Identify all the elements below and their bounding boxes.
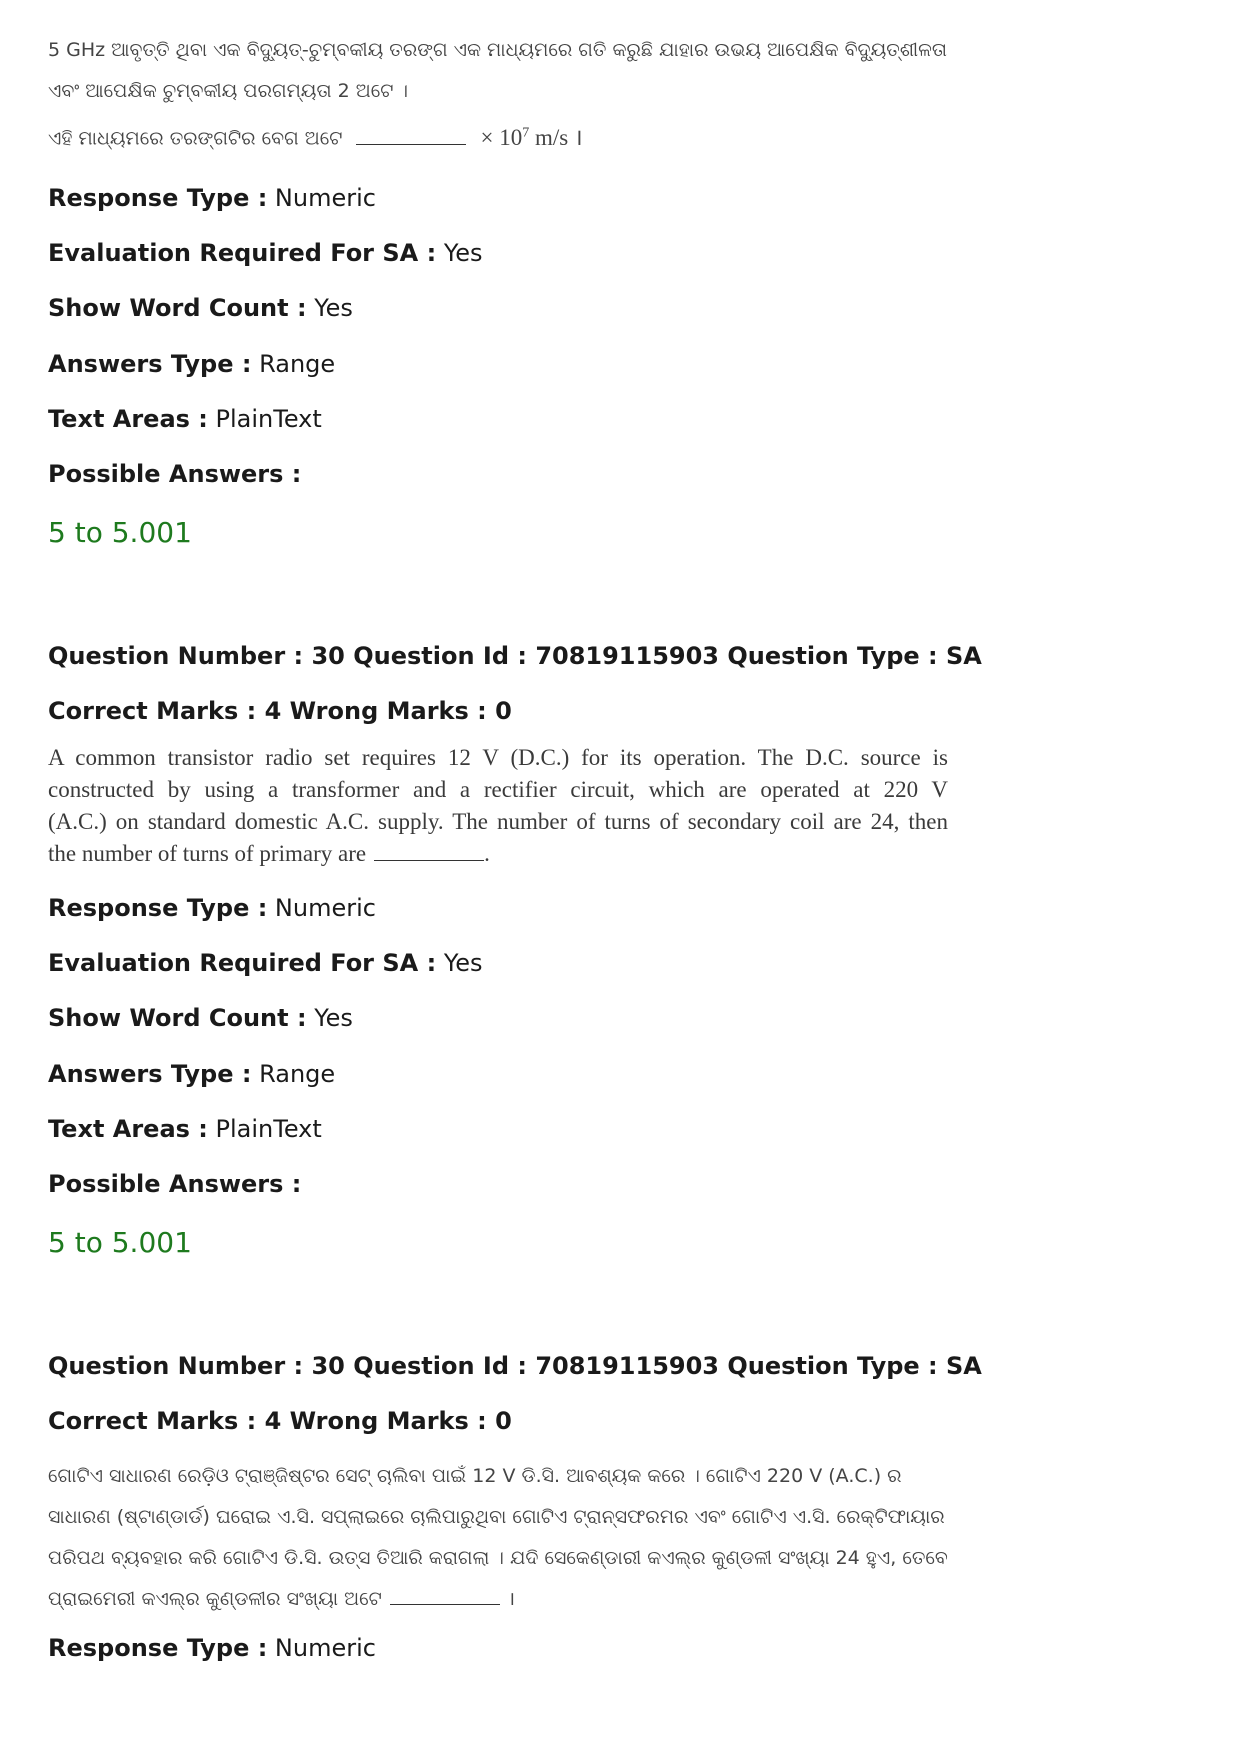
field-value: Yes: [306, 1004, 353, 1032]
answer-blank: [390, 1586, 500, 1605]
question-marks: Correct Marks : 4 Wrong Marks : 0: [48, 1407, 512, 1435]
field-value: Numeric: [267, 1634, 376, 1662]
question-header: Question Number : 30 Question Id : 70819115903 Question Type : SA: [48, 642, 982, 670]
question-text-odia: [48, 1456, 948, 1620]
response-type-field: [48, 893, 376, 923]
question-line: [48, 1579, 948, 1620]
question-line: [48, 112, 948, 160]
speed-unit: [481, 125, 583, 150]
question-line: A common transistor radio set requires 12 V (D.C.) for its operation. The D.C. source is: [48, 745, 948, 770]
field-label: Response Type :: [48, 184, 268, 212]
text-areas-field: [48, 404, 322, 434]
field-label: Evaluation Required For SA :: [48, 949, 437, 977]
question-line-text: ଏହି ମାଧ୍ୟମରେ ତରଙ୍ଗଟିର ବେଗ ଅଟେ: [48, 127, 343, 150]
field-value: Numeric: [267, 894, 376, 922]
question-line-text: the number of turns of primary are: [48, 841, 367, 866]
power-exponent: 7: [522, 125, 530, 140]
field-label: Answers Type :: [48, 350, 252, 378]
unit-text: m/s ।: [529, 124, 583, 150]
punctuation: ।: [507, 1588, 516, 1610]
answers-type-field: [48, 1059, 335, 1089]
punctuation: .: [484, 841, 490, 866]
answer-blank: [356, 126, 466, 145]
show-word-count-field: [48, 293, 353, 323]
question-line: [48, 838, 948, 870]
question-line: ଏବଂ ଆପେକ୍ଷିକ ଚୁମ୍ବକୀୟ ପରଗମ୍ୟତା 2 ଅଟେ ।: [48, 80, 409, 102]
answer-blank: [374, 842, 484, 861]
field-value: Yes: [436, 949, 483, 977]
evaluation-required-field: [48, 238, 483, 268]
field-label: Possible Answers :: [48, 1170, 302, 1198]
possible-answers-field: [48, 1169, 301, 1199]
question-line: 5 GHz ଆବୃତ୍ତି ଥିବା ଏକ ବିଦ୍ୟୁତ୍-ଚୁମ୍ବକୀୟ ତରଙ୍ଗ ଏକ ମାଧ୍ୟମରେ ଗତି କରୁଛି ଯାହାର ଉଭୟ ଆପେକ୍ଷିକ ବିଦ୍ୟୁତ୍‌ଶୀଳତା: [48, 39, 947, 61]
question-header: Question Number : 30 Question Id : 70819115903 Question Type : SA: [48, 1352, 982, 1380]
possible-answer: 5 to 5.001: [48, 1226, 192, 1259]
field-label: Response Type :: [48, 894, 268, 922]
field-label: Evaluation Required For SA :: [48, 239, 437, 267]
field-value: Yes: [436, 239, 483, 267]
question-text-odia: [48, 30, 948, 160]
field-value: PlainText: [207, 1115, 322, 1143]
field-value: Yes: [306, 294, 353, 322]
question-line: constructed by using a transformer and a rectifier circuit, which are operated at 220 V: [48, 777, 948, 802]
question-line: ଗୋଟିଏ ସାଧାରଣ ରେଡ଼ିଓ ଟ୍ରାଞ୍ଜିଷ୍ଟର ସେଟ୍ ଚାଲିବା ପାଇଁ 12 V ଡି.ସି. ଆବଶ୍ୟକ କରେ । ଗୋଟିଏ 220 V (A.C.) ର: [48, 1465, 902, 1487]
text-areas-field: [48, 1114, 322, 1144]
field-label: Show Word Count :: [48, 1004, 307, 1032]
response-type-field: [48, 1633, 376, 1663]
question-line: ସାଧାରଣ (ଷ୍ଟାଣ୍ଡାର୍ଡ) ଘରୋଇ ଏ.ସି. ସପ୍ଲାଇରେ ଚାଲିପାରୁଥିବା ଗୋଟିଏ ଟ୍ରାନ୍ସଫରମର ଏବଂ ଗୋଟିଏ ଏ.ସି. ରେକ୍ଟିଫାୟାର: [48, 1506, 945, 1528]
evaluation-required-field: [48, 948, 483, 978]
field-label: Answers Type :: [48, 1060, 252, 1088]
possible-answer: 5 to 5.001: [48, 516, 192, 549]
show-word-count-field: [48, 1003, 353, 1033]
field-value: Range: [251, 350, 336, 378]
question-line: ପରିପଥ ବ୍ୟବହାର କରି ଗୋଟିଏ ଡି.ସି. ଉତ୍ସ ତିଆରି କରାଗଲା । ଯଦି ସେକେଣ୍ଡାରୀ କଏଲ୍‌ର କୁଣ୍ଡଳୀ ସଂଖ୍ୟା 24 ହୁଏ, ତେବେ: [48, 1547, 948, 1569]
field-label: Text Areas :: [48, 1115, 208, 1143]
response-type-field: [48, 183, 376, 213]
question-line: (A.C.) on standard domestic A.C. supply. The number of turns of secondary coil are 24, then: [48, 809, 948, 834]
field-label: Possible Answers :: [48, 460, 302, 488]
field-value: Range: [251, 1060, 336, 1088]
question-text-english: [48, 742, 948, 870]
question-line-text: ପ୍ରାଇମେରୀ କଏଲ୍‌ର କୁଣ୍ଡଳୀର ସଂଖ୍ୟା ଅଟେ: [48, 1588, 382, 1610]
field-value: PlainText: [207, 405, 322, 433]
power-base: × 10: [480, 124, 523, 150]
field-label: Response Type :: [48, 1634, 268, 1662]
question-marks: Correct Marks : 4 Wrong Marks : 0: [48, 697, 512, 725]
possible-answers-field: [48, 459, 301, 489]
field-label: Show Word Count :: [48, 294, 307, 322]
answers-type-field: [48, 349, 335, 379]
field-value: Numeric: [267, 184, 376, 212]
field-label: Text Areas :: [48, 405, 208, 433]
